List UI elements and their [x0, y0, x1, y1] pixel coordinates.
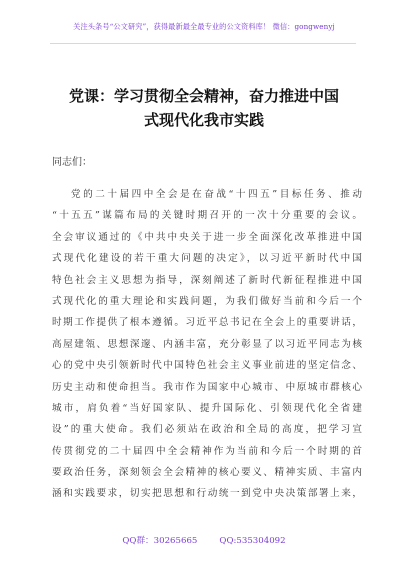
body-line: 式现代化建设的若干重大问题的决定》，以习近平新时代中国 — [52, 253, 362, 265]
body-line: 特色社会主义思想为指导，深刻阐述了新时代新征程推进中国 — [52, 274, 362, 286]
footer-qq-number: QQ:535304092 — [219, 536, 286, 546]
body-line: 心的党中央引领新时代中国特色社会主义事业前进的坚定信念、 — [52, 360, 362, 372]
footer-qq-group: QQ群：30265665 — [122, 536, 198, 546]
title-line-2: 式现代化我市实践 — [143, 111, 264, 129]
body-line: 党的二十届四中全会是在奋战“十四五”目标任务、推动 — [71, 189, 362, 200]
salutation: 同志们： — [52, 157, 92, 168]
header-divider — [50, 43, 356, 44]
body-line: 涵和实践要求，切实把思想和行动统一到党中央决策部署上来， — [52, 488, 362, 500]
body-line: 历史主动和使命担当。我市作为国家中心城市、中原城市群核心 — [52, 381, 362, 393]
body-line: 要政治任务，深刻领会全会精神的核心要义、精神实质、丰富内 — [52, 467, 362, 479]
header-banner: 关注头条号“公文研究”，获得最新最全最专业的公文资料库！ 微信：gongwenyj — [73, 22, 335, 31]
document-title — [40, 84, 368, 132]
body-line: “十五五”谋篇布局的关键时期召开的一次十分重要的会议。 — [52, 210, 362, 222]
body-line: 全会审议通过的《中共中央关于进一步全面深化改革推进中国 — [52, 231, 362, 243]
body-line: 城市，肩负着“当好国家队、提升国际化、引领现代化全省建 — [52, 402, 362, 414]
body-paragraph — [52, 184, 362, 505]
body-line: 传贯彻党的二十届四中全会精神作为当前和今后一个时期的首 — [52, 445, 362, 457]
footer-contact — [0, 534, 408, 546]
body-line: 设”的重大使命。我们必须站在政治和全局的高度，把学习宣 — [52, 424, 362, 436]
title-line-1: 党课：学习贯彻全会精神，奋力推进中国 — [68, 87, 339, 105]
body-line: 时期工作提供了根本遵循。习近平总书记在全会上的重要讲话， — [52, 317, 362, 329]
body-line: 高屋建瓴、思想深邃、内涵丰富，充分彰显了以习近平同志为核 — [52, 338, 362, 350]
body-line: 式现代化的重大理论和实践问题，为我们做好当前和今后一个 — [52, 295, 362, 307]
